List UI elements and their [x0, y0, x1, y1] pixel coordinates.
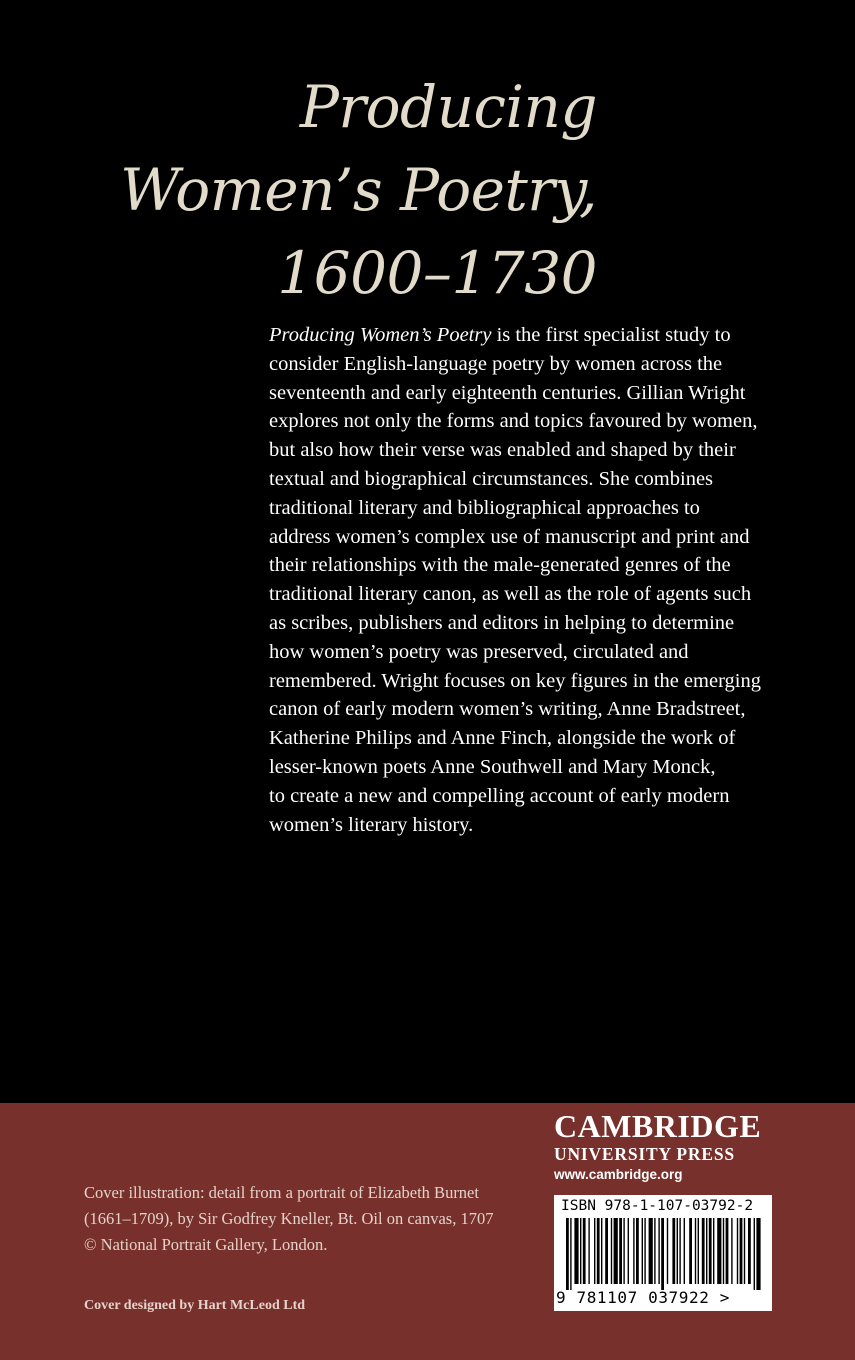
barcode-bar [628, 1218, 629, 1284]
barcode-bar [713, 1218, 714, 1284]
publisher-name: CAMBRIDGE [554, 1108, 762, 1144]
barcode-bar [644, 1218, 645, 1284]
barcode-bar [588, 1218, 589, 1284]
barcode-bar [737, 1218, 738, 1284]
credit-line: Cover illustration: detail from a portrait of Elizabeth Burnet [84, 1183, 479, 1202]
blurb-line: how women’s poetry was preserved, circulated and [269, 640, 689, 663]
title-line-3: 1600–1730 [277, 239, 597, 307]
blurb-line: remembered. Wright focuses on key figures in the emerging [269, 669, 761, 692]
credit-line: (1661–1709), by Sir Godfrey Kneller, Bt. Oil on canvas, 1707 [84, 1209, 494, 1228]
blurb-line: but also how their verse was enabled and shaped by their [269, 439, 736, 462]
title-line-1: Producing [299, 73, 597, 141]
barcode-bar [731, 1218, 732, 1284]
barcode-bar [709, 1218, 712, 1284]
barcode-bar [614, 1218, 618, 1284]
barcode-bar [633, 1218, 634, 1284]
barcode-bar [574, 1218, 578, 1284]
publisher-logo [554, 1108, 774, 1186]
blurb-line: women’s literary history. [269, 813, 474, 836]
blurb-line: to create a new and compelling account of early modern [269, 784, 730, 807]
barcode-bar [744, 1218, 745, 1284]
book-blurb [269, 321, 809, 839]
barcode-bar [706, 1218, 707, 1284]
barcode-bar [754, 1218, 755, 1290]
barcode-bar [677, 1218, 678, 1284]
barcode-bar [601, 1218, 602, 1284]
blurb-line: consider English-language poetry by women across the [269, 352, 723, 375]
barcode-bar [619, 1218, 622, 1284]
barcode-bar [611, 1218, 612, 1284]
barcode-bar [654, 1218, 655, 1284]
barcode-bar [726, 1218, 729, 1284]
publisher-url: www.cambridge.org [554, 1167, 683, 1182]
barcode-bar [658, 1218, 659, 1284]
blurb-line: address women’s complex use of manuscript and print and [269, 525, 750, 548]
barcode-bar [594, 1218, 595, 1284]
barcode-bar [570, 1218, 571, 1290]
barcode-bar [717, 1218, 721, 1284]
blurb-italic-title: Producing Women’s Poetry [269, 324, 492, 346]
cover-designer-credit: Cover designed by Hart McLeod Ltd [84, 1298, 306, 1313]
barcode-bar [580, 1218, 581, 1284]
blurb-line: Katherine Philips and Anne Finch, alongside the work of [269, 727, 736, 750]
barcode-bar [748, 1218, 751, 1284]
barcode-bar [649, 1218, 653, 1284]
cover-illustration-credit [84, 1180, 493, 1258]
title-line-2: Women’s Poetry, [120, 156, 597, 224]
credit-line: © National Portrait Gallery, London. [84, 1235, 328, 1254]
publisher-subtitle: UNIVERSITY PRESS [554, 1144, 735, 1164]
barcode-bar [695, 1218, 696, 1284]
barcode-bar [684, 1218, 685, 1284]
blurb-line: traditional literary and bibliographical approaches to [269, 496, 700, 519]
blurb-line: explores not only the forms and topics favoured by women, [269, 410, 758, 433]
blurb-line: textual and biographical circumstances. She combines [269, 467, 714, 490]
barcode-bar [642, 1218, 643, 1284]
isbn-label: ISBN 978-1-107-03792-2 [561, 1198, 754, 1214]
blurb-line: canon of early modern women’s writing, Anne Bradstreet, [269, 698, 746, 721]
blurb-line: traditional literary canon, as well as the role of agents such [269, 583, 752, 606]
isbn-barcode [554, 1195, 772, 1311]
barcode-bar [605, 1218, 608, 1284]
blurb-line: as scribes, publishers and editors in helping to determine [269, 611, 735, 634]
blurb-line-rest: is the first specialist study to [491, 324, 731, 346]
barcode-bar [740, 1218, 743, 1284]
barcode-bar [667, 1218, 668, 1284]
blurb-line [269, 321, 809, 350]
barcode-bar [636, 1218, 639, 1284]
barcode-bar [698, 1218, 699, 1284]
barcode-bar [689, 1218, 692, 1284]
barcode-bar [756, 1218, 760, 1290]
barcode-bar [672, 1218, 675, 1284]
blurb-line: seventeenth and early eighteenth centuries. Gillian Wright [269, 381, 746, 404]
barcode-bar [583, 1218, 586, 1284]
barcode-bars [566, 1218, 762, 1290]
barcode-bar [723, 1218, 724, 1284]
barcode-bar [597, 1218, 600, 1284]
book-title [120, 66, 597, 315]
barcode-bar [679, 1218, 680, 1284]
blurb-line: their relationships with the male-generated genres of the [269, 554, 731, 577]
barcode-bar [702, 1218, 705, 1284]
barcode-bar [623, 1218, 624, 1284]
barcode-bar [661, 1218, 664, 1290]
barcode-number: 9 781107 037922 > [556, 1288, 730, 1307]
barcode-bar [566, 1218, 569, 1290]
blurb-line: lesser-known poets Anne Southwell and Mary Monck, [269, 755, 716, 778]
